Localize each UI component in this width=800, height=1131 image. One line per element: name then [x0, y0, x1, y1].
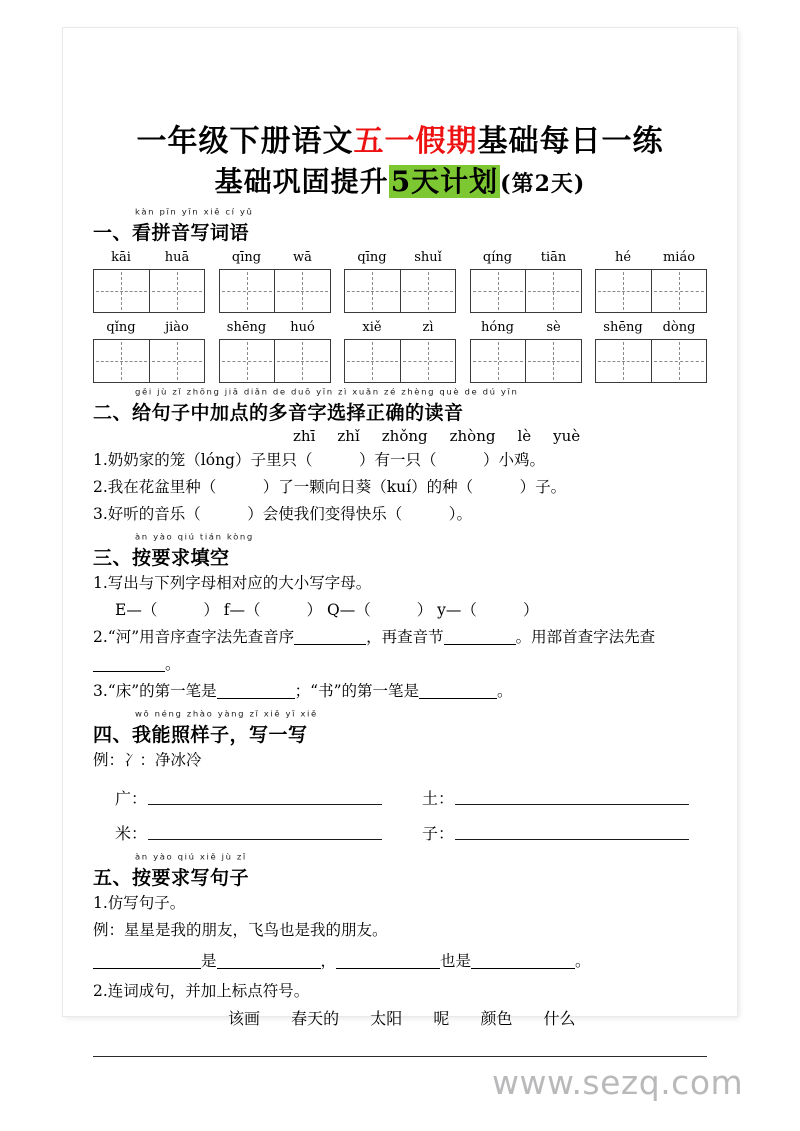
pinyin-syllable: huā	[164, 250, 190, 265]
radical-item	[93, 821, 400, 844]
tianzige-pinyin	[595, 249, 707, 266]
pinyin-syllable: tiān	[540, 250, 567, 265]
example-text: 例：星星是我的朋友，飞鸟也是我的朋友。	[93, 921, 388, 939]
section-4-pinyin: wǒ néng zhào yàng zǐ xiě yī xiě	[135, 710, 318, 720]
tianzige-cell[interactable]	[94, 270, 149, 312]
question-text: ，再查音节	[366, 628, 444, 646]
tianzige-cell[interactable]	[345, 340, 400, 382]
pinyin-syllable: jiào	[165, 320, 189, 335]
tone-option: lè	[517, 427, 532, 445]
connector-text: 。	[575, 952, 591, 970]
tianzige-row-2	[93, 319, 707, 383]
tianzige-pinyin	[93, 249, 205, 266]
site-watermark: www.sezq.com	[492, 1063, 744, 1102]
question-item: 2.我在花盆里种（ ）了一颗向日葵（kuí）的种（ ）子。	[93, 478, 567, 496]
tianzige-boxes[interactable]	[595, 339, 707, 383]
scrambled-word: 太阳	[370, 1009, 403, 1028]
page-title-line-1	[93, 123, 707, 161]
scrambled-word: 颜色	[480, 1009, 513, 1028]
pinyin-syllable: qǐng	[106, 320, 136, 335]
radical-label: 米：	[115, 824, 148, 843]
tianzige-cell[interactable]	[94, 340, 149, 382]
radical-label: 广：	[115, 789, 148, 808]
letter-prompt: y	[437, 601, 446, 619]
pinyin-syllable: qíng	[482, 250, 513, 265]
tianzige-cell[interactable]	[400, 270, 456, 312]
section-heading-2	[93, 388, 707, 424]
question-text: ；“书”的第一笔是	[294, 682, 419, 700]
connector-text: ，	[320, 952, 337, 970]
question-item: 1.奶奶家的笼（lóng）子里只（ ）有一只（ ）小鸡。	[93, 451, 545, 469]
radical-label: 土：	[422, 789, 455, 808]
radical-item	[400, 786, 707, 809]
tianzige-cell[interactable]	[525, 340, 581, 382]
pinyin-syllable: hé	[614, 250, 632, 265]
tianzige-cell[interactable]	[345, 270, 400, 312]
tianzige-group	[93, 249, 205, 313]
answer-blank[interactable]	[294, 644, 366, 645]
pinyin-syllable: shuǐ	[414, 250, 442, 265]
pinyin-syllable: shēng	[226, 320, 267, 335]
tone-option: zhǐ	[337, 427, 360, 445]
tianzige-group	[595, 319, 707, 383]
section-heading-5	[93, 853, 707, 889]
radical-row-1	[93, 786, 707, 809]
radical-label: 子：	[422, 824, 455, 843]
tianzige-group	[93, 319, 205, 383]
tianzige-cell[interactable]	[525, 270, 581, 312]
tianzige-cell[interactable]	[651, 270, 707, 312]
tianzige-cell[interactable]	[274, 340, 330, 382]
answer-blank[interactable]	[455, 803, 689, 805]
answer-blank[interactable]	[148, 803, 382, 805]
question-text: 2.“河”用音序查字法先查音序	[93, 628, 295, 646]
question-text: 。	[497, 682, 513, 700]
pinyin-syllable: zì	[422, 320, 434, 335]
question-item: 1.仿写句子。	[93, 894, 186, 912]
answer-blank[interactable]	[471, 968, 575, 969]
tianzige-cell[interactable]	[471, 270, 526, 312]
connector-text: 也是	[440, 952, 472, 970]
letter-pairs-row: E—（ ） f—（ ） Q—（ ） y—（ ）	[115, 601, 539, 619]
tianzige-pinyin	[219, 319, 331, 336]
page-title-line-2	[93, 163, 707, 203]
dash-icon: —	[126, 601, 142, 619]
tianzige-cell[interactable]	[149, 270, 205, 312]
tone-option: zhǒng	[381, 427, 428, 445]
question-text: 。	[165, 655, 181, 673]
pinyin-syllable: xiě	[362, 320, 382, 335]
tianzige-group	[470, 319, 582, 383]
tianzige-pinyin	[595, 319, 707, 336]
section-5-title: 五、按要求写句子	[93, 867, 250, 889]
answer-blank[interactable]	[93, 671, 165, 672]
tianzige-boxes[interactable]	[344, 339, 456, 383]
section-5-pinyin: àn yào qiú xiě jù zǐ	[135, 853, 247, 863]
pinyin-syllable: hóng	[481, 320, 514, 335]
tianzige-row-1	[93, 249, 707, 313]
tianzige-boxes[interactable]	[470, 339, 582, 383]
tone-option: zhòng	[449, 427, 496, 445]
answer-blank[interactable]	[419, 698, 497, 699]
tianzige-cell[interactable]	[651, 340, 707, 382]
worksheet-page	[63, 28, 737, 1028]
question-item	[93, 678, 707, 705]
section-1-title: 一、看拼音写词语	[93, 222, 250, 244]
question-text: 3.“床”的第一笔是	[93, 682, 217, 700]
section-3-pinyin: àn yào qiú tián kòng	[135, 533, 254, 543]
answer-blank[interactable]	[217, 698, 295, 699]
tianzige-cell[interactable]	[596, 340, 651, 382]
sentence-blank-row	[93, 944, 707, 978]
answer-blank[interactable]	[336, 968, 440, 969]
subtitle-day: (第2天)	[500, 171, 586, 197]
tianzige-boxes[interactable]	[470, 269, 582, 313]
tianzige-boxes[interactable]	[595, 269, 707, 313]
tianzige-boxes[interactable]	[344, 269, 456, 313]
tianzige-pinyin	[219, 249, 331, 266]
question-text: 。用部首查字	[515, 628, 609, 646]
tone-option: zhī	[293, 427, 316, 445]
question-item	[93, 624, 707, 678]
section-heading-4	[93, 710, 707, 746]
answer-blank[interactable]	[217, 968, 321, 969]
question-item: 2.连词成句，并加上标点符号。	[93, 982, 310, 1000]
tianzige-pinyin	[344, 249, 456, 266]
answer-blank[interactable]	[93, 968, 201, 969]
tianzige-cell[interactable]	[274, 270, 330, 312]
section-heading-1	[93, 208, 707, 244]
question-item: 3.好听的音乐（ ）会使我们变得快乐（ ）。	[93, 505, 473, 523]
tianzige-group	[344, 319, 456, 383]
tianzige-group	[470, 249, 582, 313]
tianzige-pinyin	[470, 319, 582, 336]
pinyin-syllable: dòng	[662, 320, 696, 335]
question-text: 法先查	[608, 628, 656, 646]
pinyin-syllable: shēng	[603, 320, 643, 335]
tianzige-group	[595, 249, 707, 313]
title-suffix: 基础每日一练	[477, 124, 664, 159]
tianzige-group	[219, 249, 331, 313]
section-2-title: 二、给句子中加点的多音字选择正确的读音	[93, 402, 464, 424]
radical-row-2	[93, 821, 707, 844]
pinyin-syllable: qīng	[357, 250, 387, 265]
section-3-title: 三、按要求填空	[93, 547, 230, 569]
subtitle-prefix: 基础巩固提升	[214, 165, 389, 198]
section-2-pinyin: gěi jù zǐ zhōng jiā diǎn de duō yīn zì xuǎn zé zhèng què de dú yīn	[135, 388, 519, 398]
subtitle-highlight: 5天计划	[390, 165, 499, 198]
scrambled-word: 呢	[433, 1009, 450, 1028]
tianzige-boxes[interactable]	[219, 339, 331, 383]
letter-prompt: E	[115, 601, 127, 619]
connector-text: 是	[201, 952, 217, 970]
tianzige-group	[219, 319, 331, 383]
tianzige-cell[interactable]	[220, 270, 275, 312]
pinyin-syllable: wā	[293, 250, 312, 265]
letter-prompt: Q	[326, 601, 340, 619]
pinyin-syllable: miáo	[662, 250, 696, 265]
dash-icon: —	[229, 601, 246, 619]
tianzige-cell[interactable]	[471, 340, 526, 382]
radical-item	[93, 786, 400, 809]
tianzige-cell[interactable]	[596, 270, 651, 312]
tianzige-cell[interactable]	[220, 340, 275, 382]
answer-blank[interactable]	[148, 838, 382, 840]
tianzige-pinyin	[344, 319, 456, 336]
tianzige-cell[interactable]	[149, 340, 205, 382]
example-text: 例：冫：净冰冷	[93, 751, 202, 769]
title-prefix: 一年级下册语文	[136, 124, 354, 159]
radical-item	[400, 821, 707, 844]
pinyin-syllable: kāi	[111, 250, 131, 265]
question-item: 1.写出与下列字母相对应的大小写字母。	[93, 574, 372, 592]
tianzige-cell[interactable]	[400, 340, 456, 382]
title-red-text: 五一假期	[353, 124, 478, 159]
tianzige-boxes[interactable]	[93, 339, 205, 383]
pinyin-syllable: qīng	[231, 250, 262, 265]
section-heading-3	[93, 533, 707, 569]
answer-blank[interactable]	[444, 644, 516, 645]
letter-prompt: f	[223, 601, 230, 619]
dash-icon: —	[445, 601, 462, 619]
worksheet-content	[93, 123, 707, 1057]
dash-icon: —	[339, 601, 356, 619]
pinyin-syllable: sè	[546, 320, 561, 335]
tone-options-row	[93, 425, 707, 447]
tone-option: yuè	[553, 427, 581, 445]
tianzige-group	[344, 249, 456, 313]
tianzige-pinyin	[93, 319, 205, 336]
answer-rule-line[interactable]	[93, 1055, 707, 1057]
scrambled-word: 该画	[228, 1009, 261, 1028]
tianzige-boxes[interactable]	[219, 269, 331, 313]
section-4-title: 四、我能照样子，写一写	[93, 724, 308, 746]
section-1-pinyin: kàn pīn yīn xiě cí yǔ	[135, 208, 254, 218]
scrambled-word: 春天的	[291, 1009, 340, 1028]
scrambled-word: 什么	[543, 1009, 576, 1028]
pinyin-syllable: huó	[290, 320, 315, 335]
scrambled-words-row	[93, 1005, 707, 1033]
tianzige-pinyin	[470, 249, 582, 266]
tianzige-boxes[interactable]	[93, 269, 205, 313]
answer-blank[interactable]	[455, 838, 689, 840]
